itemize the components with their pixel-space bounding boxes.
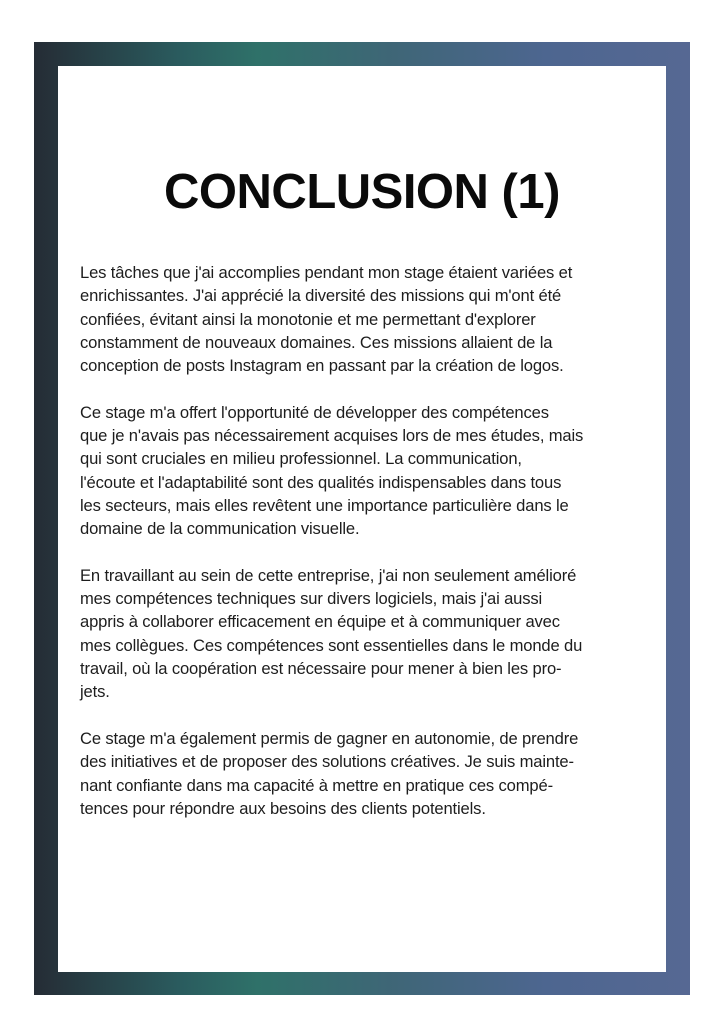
paragraph-4 (80, 727, 660, 820)
conclusion-body (80, 261, 660, 820)
text-line: les secteurs, mais elles revêtent une importance particulière dans le (80, 495, 569, 515)
paragraph-3 (80, 564, 660, 704)
text-line: appris à collaborer efficacement en équipe et à communiquer avec (80, 612, 560, 632)
text-line: mes compétences techniques sur divers logiciels, mais j'ai aussi (80, 589, 543, 609)
text-line: confiées, évitant ainsi la monotonie et me permettant d'explorer (80, 309, 536, 329)
paragraph-spacer (80, 704, 660, 727)
text-line: conception de posts Instagram en passant par la création de logos. (80, 356, 564, 376)
text-line: En travaillant au sein de cette entreprise, j'ai non seulement amélioré (80, 565, 577, 585)
text-line: Les tâches que j'ai accomplies pendant mon stage étaient variées et (80, 263, 573, 282)
text-line: des initiatives et de proposer des solutions créatives. Je suis mainte- (80, 752, 574, 772)
text-line: domaine de la communication visuelle. (80, 519, 360, 539)
text-line: nant confiante dans ma capacité à mettre en pratique ces compé- (80, 775, 553, 795)
text-line: mes collègues. Ces compétences sont essentielles dans le monde du (80, 635, 583, 655)
page-title: CONCLUSION (1) (164, 165, 560, 219)
paragraph-spacer (80, 377, 660, 400)
paragraph-2 (80, 401, 660, 541)
text-line: enrichissantes. J'ai apprécié la diversité des missions qui m'ont été (80, 286, 562, 306)
text-line: Ce stage m'a offert l'opportunité de développer des compétences (80, 402, 549, 422)
text-line: Ce stage m'a également permis de gagner en autonomie, de prendre (80, 728, 579, 748)
paragraph-1 (80, 261, 660, 377)
text-line: tences pour répondre aux besoins des clients potentiels. (80, 798, 486, 818)
paragraph-spacer (80, 541, 660, 564)
text-line: qui sont cruciales en milieu professionnel. La communication, (80, 449, 522, 469)
text-line: que je n'avais pas nécessairement acquises lors de mes études, mais (80, 426, 584, 446)
text-line: l'écoute et l'adaptabilité sont des qualités indispensables dans tous (80, 472, 562, 492)
text-line: jets. (80, 682, 110, 702)
text-line: constamment de nouveaux domaines. Ces missions allaient de la (80, 332, 553, 352)
text-line: travail, où la coopération est nécessaire pour mener à bien les pro- (80, 659, 562, 679)
